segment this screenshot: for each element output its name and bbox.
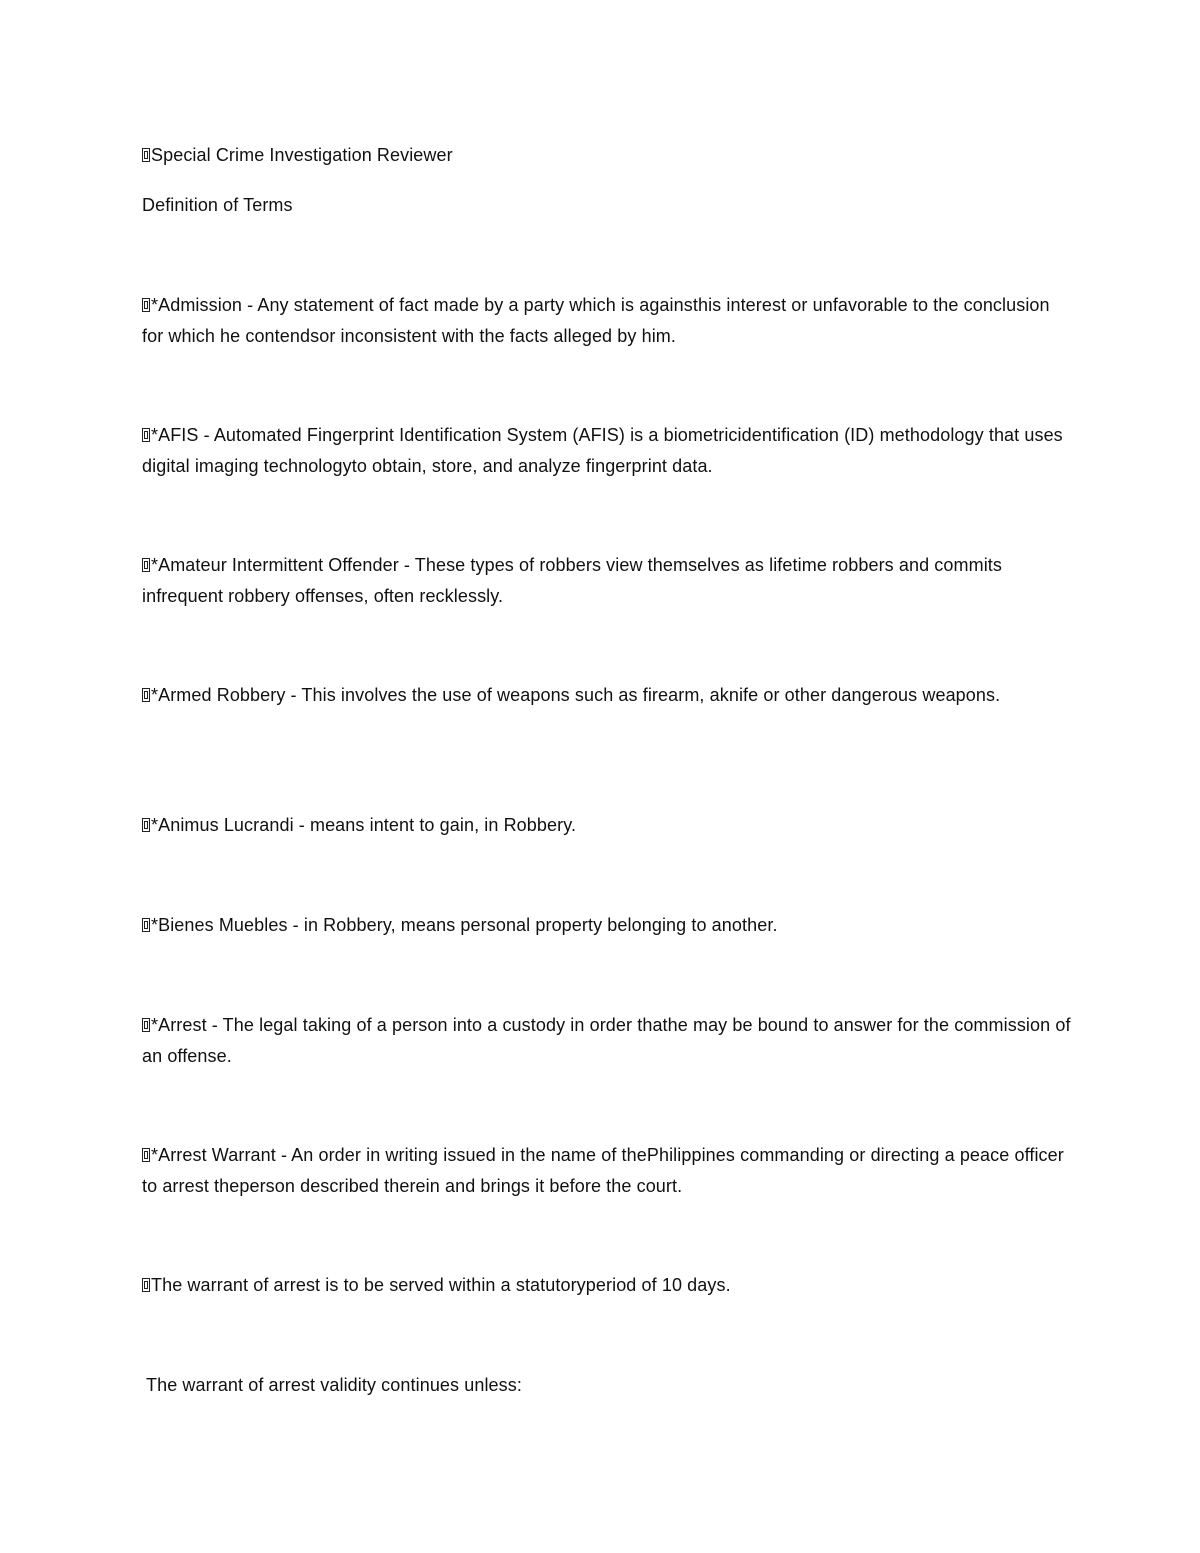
missing-glyph-icon	[142, 428, 150, 442]
missing-glyph-icon	[142, 1148, 150, 1162]
document-title: Special Crime Investigation Reviewer	[151, 145, 453, 165]
term-entry-admission	[142, 290, 1072, 352]
term-entry-text: The warrant of arrest is to be served within a statutoryperiod of 10 days.	[151, 1275, 731, 1295]
term-entry-text: *Bienes Muebles - in Robbery, means personal property belonging to another.	[151, 915, 778, 935]
term-entry-text: *Arrest - The legal taking of a person into a custody in order thathe may be bound to answer for the commission of an offense.	[142, 1015, 1071, 1066]
term-entry-arrest	[142, 1010, 1072, 1072]
term-entry-warrant-service-period	[142, 1270, 1072, 1301]
term-entry-armed-robbery	[142, 680, 1072, 711]
missing-glyph-icon	[142, 818, 150, 832]
missing-glyph-icon	[142, 1278, 150, 1292]
closing-line: The warrant of arrest validity continues unless:	[146, 1375, 522, 1395]
term-entry-afis	[142, 420, 1072, 482]
term-entry-amateur-intermittent-offender	[142, 550, 1072, 612]
missing-glyph-icon	[142, 1018, 150, 1032]
term-entry-text: *Armed Robbery - This involves the use of weapons such as firearm, aknife or other dangerous weapons.	[151, 685, 1001, 705]
missing-glyph-icon	[142, 558, 150, 572]
term-entry-text: *Amateur Intermittent Offender - These types of robbers view themselves as lifetime robbers and commits infrequent robbery offenses, often recklessly.	[142, 555, 1002, 606]
missing-glyph-icon	[142, 918, 150, 932]
term-entry-text: *Arrest Warrant - An order in writing issued in the name of thePhilippines commanding or directing a peace officer to arrest theperson described therein and brings it before the court.	[142, 1145, 1064, 1196]
missing-glyph-icon	[142, 688, 150, 702]
term-entry-bienes-muebles	[142, 910, 1072, 941]
document-title-line	[142, 140, 1072, 171]
term-entry-arrest-warrant	[142, 1140, 1072, 1202]
term-entry-text: *AFIS - Automated Fingerprint Identification System (AFIS) is a biometricidentification (ID) methodology that uses digital imaging technologyto obtain, store, and analyze fingerprint data.	[142, 425, 1063, 476]
term-entry-text: *Admission - Any statement of fact made by a party which is againsthis interest or unfavorable to the conclusion for which he contendsor inconsistent with the facts alleged by him.	[142, 295, 1050, 346]
missing-glyph-icon	[142, 298, 150, 312]
document-subtitle: Definition of Terms	[142, 195, 293, 215]
term-entry-text: *Animus Lucrandi - means intent to gain, in Robbery.	[151, 815, 577, 835]
term-entry-animus-lucrandi	[142, 810, 1072, 841]
missing-glyph-icon	[142, 148, 150, 162]
